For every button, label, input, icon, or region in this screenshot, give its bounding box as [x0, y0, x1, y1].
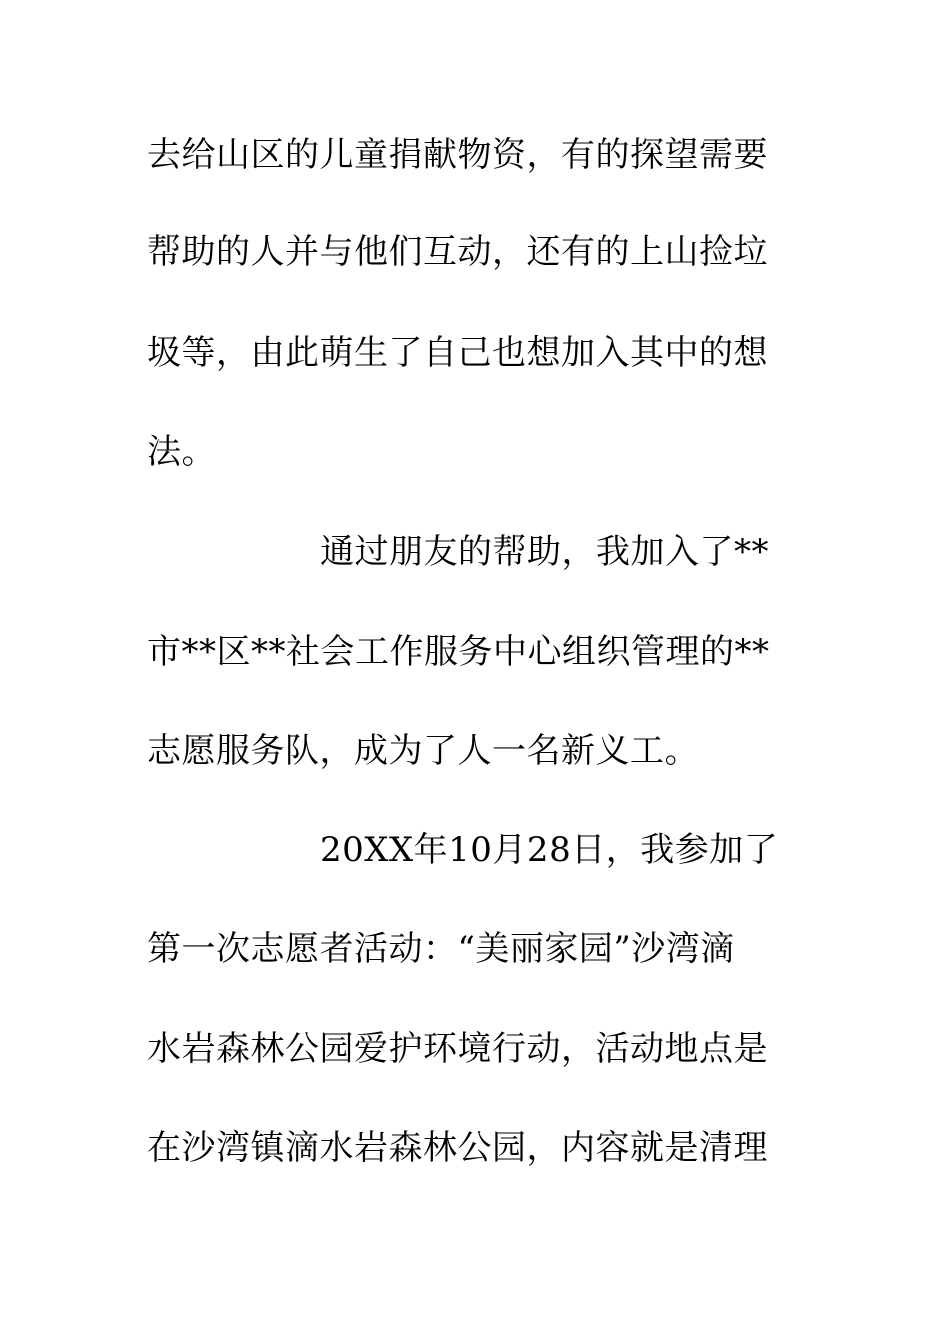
- text-line: 第一次志愿者活动：“美丽家园”沙湾滴: [147, 929, 735, 969]
- text-line-indented: 20XX年10月28日，我参加了: [320, 830, 779, 870]
- text-line: 水岩森林公园爱护环境行动，活动地点是: [147, 1029, 768, 1069]
- text-line-indented: 通过朋友的帮助，我加入了**: [320, 532, 769, 572]
- text-line: 法。: [147, 432, 216, 472]
- text-line: 圾等，由此萌生了自己也想加入其中的想: [147, 333, 768, 373]
- text-line: 帮助的人并与他们互动，还有的上山捡垃: [147, 232, 768, 272]
- text-line: 志愿服务队，成为了人一名新义工。: [147, 731, 699, 771]
- text-line: 在沙湾镇滴水岩森林公园，内容就是清理: [147, 1128, 768, 1168]
- text-line: 市**区**社会工作服务中心组织管理的**: [147, 632, 770, 672]
- text-line: 去给山区的儿童捐献物资，有的探望需要: [147, 135, 768, 175]
